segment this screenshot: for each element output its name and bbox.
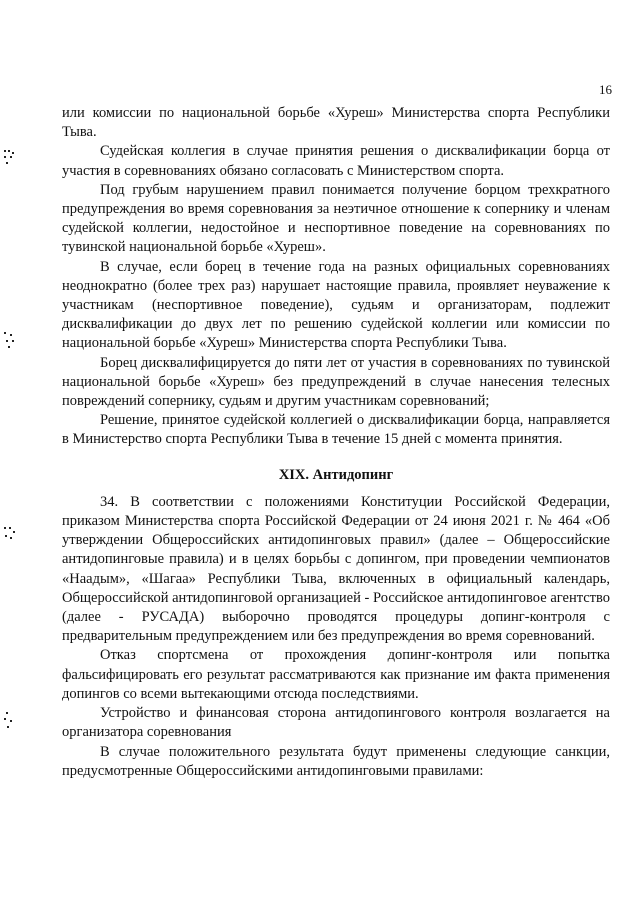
scan-mark [4, 527, 18, 551]
document-body [62, 104, 610, 781]
section-heading: XIX. Антидопинг [278, 466, 394, 483]
page-number: 16 [599, 82, 612, 97]
paragraph: Судейская коллегия в случае принятия решения о дисквалификации борца от участия в соревнованиях обязано согласовать с Министерством спорта. [62, 143, 610, 179]
paragraph: 34. В соответствии с положениями Конституции Российской Федерации, приказом Министерства спорта Российской Федерации от 24 июня 2021 г. № 464 «Об утверждении Общероссийских антидопинговых правил» (далее – Общероссийские антидопинговые правила) и в целях борьбы с допингом, при проведении чемпионатов «Наадым», «Шагаа» Республики Тыва, включенных в официальный календарь, Общероссийской антидопинговой организацией - Российское антидопинговое агентство (далее - РУСАДА) выборочно проводятся процедуры допинг-контроля с предварительным предупреждением или без предупреждения во время соревнований. [62, 493, 610, 645]
scan-mark [4, 332, 18, 356]
paragraph: Под грубым нарушением правил понимается получение борцом трехкратного предупреждения во время соревнования за неэтичное отношение к сопернику и членам судейской коллегии, недостойное и неспортивное поведение на соревнованиях по тувинской национальной борьбе «Хуреш». [62, 181, 610, 256]
paragraph: В случае положительного результата будут применены следующие санкции, предусмотренные Общероссийскими антидопинговыми правилами: [62, 743, 610, 779]
paragraph: Отказ спортсмена от прохождения допинг-контроля или попытка фальсифицировать его результат рассматриваются как признание им факта применения допингов со всеми вытекающими отсюда последствиями. [62, 647, 610, 702]
paragraph: или комиссии по национальной борьбе «Хуреш» Министерства спорта Республики Тыва. [62, 105, 610, 141]
scan-mark [4, 150, 18, 174]
paragraph: Борец дисквалифицируется до пяти лет от участия в соревнованиях по тувинской национальной борьбе «Хуреш» без предупреждений в случае нанесения телесных повреждений сопернику, судьям и другим участникам соревнований; [62, 354, 610, 410]
paragraph: Решение, принятое судейской коллегией о дисквалификации борца, направляется в Министерство спорта Республики Тыва в течение 15 дней с момента принятия. [62, 412, 610, 448]
paragraph: В случае, если борец в течение года на разных официальных соревнованиях неоднократно (более трех раз) нарушает настоящие правила, проявляет неуважение к участникам (неспортивное поведение), судьям и организаторам, подлежит дисквалификации до двух лет по решению судейской коллегии или комиссии по национальной борьбе «Хуреш» Министерства спорта Республики Тыва. [62, 258, 610, 352]
scan-mark [4, 712, 18, 736]
paragraph: Устройство и финансовая сторона антидопингового контроля возлагается на организатора соревнования [62, 705, 610, 741]
